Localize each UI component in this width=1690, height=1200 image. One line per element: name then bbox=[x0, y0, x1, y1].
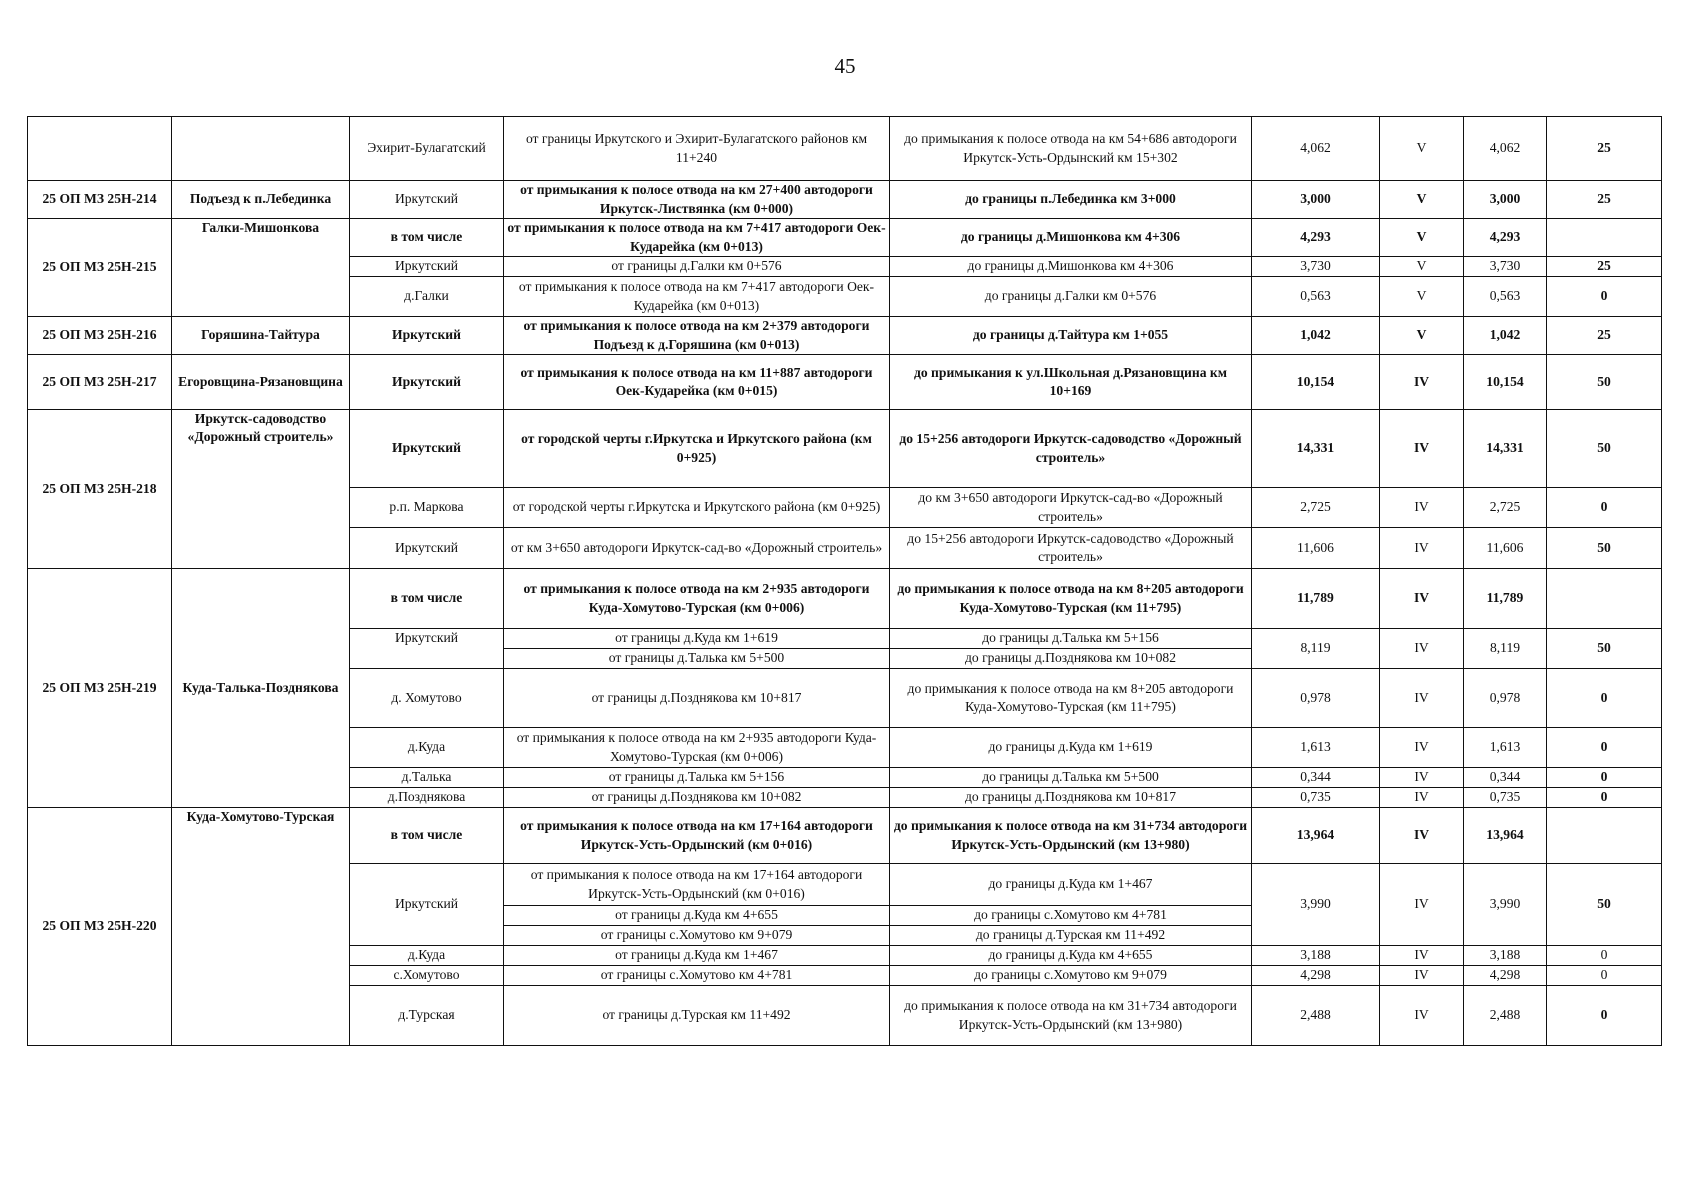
table-row bbox=[28, 355, 1662, 410]
cell-length: 8,119 bbox=[1252, 629, 1380, 669]
cell-road-number: 25 ОП МЗ 25Н-217 bbox=[28, 355, 172, 410]
cell-length: 0,735 bbox=[1252, 788, 1380, 808]
cell-end-point: до примыкания к полосе отвода на км 54+686 автодороги Иркутск-Усть-Ордынский км 15+302 bbox=[890, 117, 1252, 181]
cell-start-point: от примыкания к полосе отвода на км 7+417 автодороги Оек-Кударейка (км 0+013) bbox=[504, 219, 890, 257]
cell-start-point: от границы Иркутского и Эхирит-Булагатского районов км 11+240 bbox=[504, 117, 890, 181]
cell-category: IV bbox=[1380, 986, 1464, 1046]
cell-length-total: 0,563 bbox=[1464, 277, 1547, 317]
table-row bbox=[28, 317, 1662, 355]
cell-width: 0 bbox=[1547, 946, 1662, 966]
cell-length: 2,725 bbox=[1252, 488, 1380, 528]
cell-road-number: 25 ОП МЗ 25Н-216 bbox=[28, 317, 172, 355]
cell-start-point: от границы с.Хомутово км 9+079 bbox=[504, 926, 890, 946]
cell-start-point: от границы д.Куда км 1+467 bbox=[504, 946, 890, 966]
cell-category: V bbox=[1380, 219, 1464, 257]
cell-end-point: до границы с.Хомутово км 9+079 bbox=[890, 966, 1252, 986]
cell-road-number: 25 ОП МЗ 25Н-219 bbox=[28, 569, 172, 808]
cell-district: с.Хомутово bbox=[350, 966, 504, 986]
cell-length-total: 3,188 bbox=[1464, 946, 1547, 966]
cell-start-point: от примыкания к полосе отвода на км 2+935 автодороги Куда-Хомутово-Турская (км 0+006) bbox=[504, 728, 890, 768]
cell-length-total: 0,735 bbox=[1464, 788, 1547, 808]
cell-length-total: 14,331 bbox=[1464, 410, 1547, 488]
cell-end-point: до границы д.Тайтура км 1+055 bbox=[890, 317, 1252, 355]
cell-length-total: 3,730 bbox=[1464, 257, 1547, 277]
cell-end-point: до границы д.Мишонкова км 4+306 bbox=[890, 257, 1252, 277]
cell-end-point: до границы д.Мишонкова км 4+306 bbox=[890, 219, 1252, 257]
cell-district: Эхирит-Булагатский bbox=[350, 117, 504, 181]
cell-start-point: от примыкания к полосе отвода на км 2+379 автодороги Подъезд к д.Горяшина (км 0+013) bbox=[504, 317, 890, 355]
table-row bbox=[28, 117, 1662, 181]
cell-length-total: 4,062 bbox=[1464, 117, 1547, 181]
cell-length: 1,042 bbox=[1252, 317, 1380, 355]
table-row bbox=[28, 808, 1662, 864]
cell-width: 50 bbox=[1547, 864, 1662, 946]
cell-start-point: от примыкания к полосе отвода на км 11+887 автодороги Оек-Кударейка (км 0+015) bbox=[504, 355, 890, 410]
cell-start-point: от границы д.Куда км 1+619 bbox=[504, 629, 890, 649]
cell-district: в том числе bbox=[350, 219, 504, 257]
cell-district: Иркутский bbox=[350, 257, 504, 277]
cell-length-total: 2,725 bbox=[1464, 488, 1547, 528]
cell-category: V bbox=[1380, 181, 1464, 219]
cell-end-point: до границы с.Хомутово км 4+781 bbox=[890, 906, 1252, 926]
cell-length: 1,613 bbox=[1252, 728, 1380, 768]
page-number: 45 bbox=[834, 54, 856, 78]
cell-end-point: до границы д.Талька км 5+156 bbox=[890, 629, 1252, 649]
cell-road-number bbox=[28, 117, 172, 181]
cell-road-name: Иркутск-садоводство «Дорожный строитель» bbox=[172, 410, 350, 569]
cell-category: IV bbox=[1380, 966, 1464, 986]
cell-width: 25 bbox=[1547, 257, 1662, 277]
cell-end-point: до границы д.Позднякова км 10+082 bbox=[890, 649, 1252, 669]
cell-start-point: от границы с.Хомутово км 4+781 bbox=[504, 966, 890, 986]
cell-length: 11,606 bbox=[1252, 528, 1380, 569]
cell-category: V bbox=[1380, 117, 1464, 181]
cell-width: 50 bbox=[1547, 528, 1662, 569]
cell-start-point: от примыкания к полосе отвода на км 2+935 автодороги Куда-Хомутово-Турская (км 0+006) bbox=[504, 569, 890, 629]
cell-district: Иркутский bbox=[350, 410, 504, 488]
cell-length: 2,488 bbox=[1252, 986, 1380, 1046]
cell-width: 0 bbox=[1547, 788, 1662, 808]
cell-end-point: до примыкания к полосе отвода на км 31+734 автодороги Иркутск-Усть-Ордынский (км 13+980) bbox=[890, 808, 1252, 864]
cell-width: 0 bbox=[1547, 966, 1662, 986]
cell-district: Иркутский bbox=[350, 629, 504, 669]
cell-district: д.Позднякова bbox=[350, 788, 504, 808]
cell-length-total: 3,000 bbox=[1464, 181, 1547, 219]
cell-district: д.Куда bbox=[350, 728, 504, 768]
cell-start-point: от границы д.Позднякова км 10+817 bbox=[504, 669, 890, 728]
cell-category: V bbox=[1380, 257, 1464, 277]
cell-length-total: 1,042 bbox=[1464, 317, 1547, 355]
cell-width bbox=[1547, 219, 1662, 257]
cell-category: IV bbox=[1380, 528, 1464, 569]
cell-length: 0,978 bbox=[1252, 669, 1380, 728]
cell-road-name: Галки-Мишонкова bbox=[172, 219, 350, 317]
cell-length-total: 2,488 bbox=[1464, 986, 1547, 1046]
cell-length-total: 0,344 bbox=[1464, 768, 1547, 788]
cell-end-point: до примыкания к полосе отвода на км 31+734 автодороги Иркутск-Усть-Ордынский (км 13+980) bbox=[890, 986, 1252, 1046]
table-row bbox=[28, 219, 1662, 257]
cell-road-name: Подъезд к п.Лебединка bbox=[172, 181, 350, 219]
cell-district: д.Куда bbox=[350, 946, 504, 966]
cell-district: Иркутский bbox=[350, 528, 504, 569]
cell-start-point: от границы д.Турская км 11+492 bbox=[504, 986, 890, 1046]
cell-end-point: до примыкания к ул.Школьная д.Рязановщина км 10+169 bbox=[890, 355, 1252, 410]
cell-district: д. Хомутово bbox=[350, 669, 504, 728]
cell-start-point: от границы д.Талька км 5+500 bbox=[504, 649, 890, 669]
cell-length-total: 10,154 bbox=[1464, 355, 1547, 410]
cell-start-point: от границы д.Талька км 5+156 bbox=[504, 768, 890, 788]
cell-road-name bbox=[172, 117, 350, 181]
cell-category: IV bbox=[1380, 488, 1464, 528]
cell-category: V bbox=[1380, 277, 1464, 317]
cell-width: 50 bbox=[1547, 355, 1662, 410]
cell-length-total: 0,978 bbox=[1464, 669, 1547, 728]
cell-start-point: от границы д.Позднякова км 10+082 bbox=[504, 788, 890, 808]
cell-length: 3,000 bbox=[1252, 181, 1380, 219]
cell-width: 0 bbox=[1547, 728, 1662, 768]
cell-district: р.п. Маркова bbox=[350, 488, 504, 528]
cell-category: IV bbox=[1380, 808, 1464, 864]
cell-length-total: 11,789 bbox=[1464, 569, 1547, 629]
cell-width: 25 bbox=[1547, 117, 1662, 181]
cell-category: IV bbox=[1380, 768, 1464, 788]
cell-width: 25 bbox=[1547, 181, 1662, 219]
cell-width: 50 bbox=[1547, 629, 1662, 669]
cell-width: 50 bbox=[1547, 410, 1662, 488]
cell-length-total: 4,293 bbox=[1464, 219, 1547, 257]
cell-end-point: до границы д.Куда км 1+619 bbox=[890, 728, 1252, 768]
cell-end-point: до примыкания к полосе отвода на км 8+205 автодороги Куда-Хомутово-Турская (км 11+795) bbox=[890, 569, 1252, 629]
cell-road-name: Куда-Хомутово-Турская bbox=[172, 808, 350, 1046]
cell-road-number: 25 ОП МЗ 25Н-218 bbox=[28, 410, 172, 569]
cell-category: IV bbox=[1380, 669, 1464, 728]
cell-start-point: от км 3+650 автодороги Иркутск-сад-во «Дорожный строитель» bbox=[504, 528, 890, 569]
cell-length: 11,789 bbox=[1252, 569, 1380, 629]
cell-end-point: до границы д.Талька км 5+500 bbox=[890, 768, 1252, 788]
cell-district: в том числе bbox=[350, 808, 504, 864]
cell-end-point: до границы д.Турская км 11+492 bbox=[890, 926, 1252, 946]
cell-start-point: от границы д.Куда км 4+655 bbox=[504, 906, 890, 926]
cell-length: 4,293 bbox=[1252, 219, 1380, 257]
cell-road-name: Горяшина-Тайтура bbox=[172, 317, 350, 355]
table-row bbox=[28, 410, 1662, 488]
cell-category: IV bbox=[1380, 788, 1464, 808]
cell-end-point: до границы п.Лебединка км 3+000 bbox=[890, 181, 1252, 219]
cell-end-point: до примыкания к полосе отвода на км 8+205 автодороги Куда-Хомутово-Турская (км 11+795) bbox=[890, 669, 1252, 728]
cell-width: 25 bbox=[1547, 317, 1662, 355]
cell-category: IV bbox=[1380, 864, 1464, 946]
cell-width: 0 bbox=[1547, 768, 1662, 788]
cell-district: Иркутский bbox=[350, 181, 504, 219]
cell-length: 3,188 bbox=[1252, 946, 1380, 966]
cell-start-point: от примыкания к полосе отвода на км 17+164 автодороги Иркутск-Усть-Ордынский (км 0+016) bbox=[504, 808, 890, 864]
cell-road-name: Куда-Талька-Позднякова bbox=[172, 569, 350, 808]
cell-road-number: 25 ОП МЗ 25Н-214 bbox=[28, 181, 172, 219]
cell-category: IV bbox=[1380, 410, 1464, 488]
cell-length: 10,154 bbox=[1252, 355, 1380, 410]
cell-width bbox=[1547, 569, 1662, 629]
cell-district: Иркутский bbox=[350, 864, 504, 946]
cell-category: IV bbox=[1380, 355, 1464, 410]
cell-category: V bbox=[1380, 317, 1464, 355]
cell-width: 0 bbox=[1547, 986, 1662, 1046]
cell-length: 3,990 bbox=[1252, 864, 1380, 946]
cell-start-point: от городской черты г.Иркутска и Иркутского района (км 0+925) bbox=[504, 488, 890, 528]
roads-table bbox=[27, 116, 1662, 1046]
cell-start-point: от примыкания к полосе отвода на км 17+164 автодороги Иркутск-Усть-Ордынский (км 0+016) bbox=[504, 864, 890, 906]
cell-length: 4,062 bbox=[1252, 117, 1380, 181]
cell-width: 0 bbox=[1547, 277, 1662, 317]
cell-length-total: 1,613 bbox=[1464, 728, 1547, 768]
cell-end-point: до границы д.Позднякова км 10+817 bbox=[890, 788, 1252, 808]
cell-start-point: от примыкания к полосе отвода на км 27+400 автодороги Иркутск-Листвянка (км 0+000) bbox=[504, 181, 890, 219]
cell-district: д.Турская bbox=[350, 986, 504, 1046]
cell-length: 4,298 bbox=[1252, 966, 1380, 986]
cell-width bbox=[1547, 808, 1662, 864]
roads-table-body bbox=[28, 117, 1662, 1046]
cell-district: д.Талька bbox=[350, 768, 504, 788]
cell-district: Иркутский bbox=[350, 355, 504, 410]
cell-end-point: до 15+256 автодороги Иркутск-садоводство «Дорожный строитель» bbox=[890, 528, 1252, 569]
cell-width: 0 bbox=[1547, 488, 1662, 528]
cell-length: 3,730 bbox=[1252, 257, 1380, 277]
cell-end-point: до км 3+650 автодороги Иркутск-сад-во «Дорожный строитель» bbox=[890, 488, 1252, 528]
cell-end-point: до границы д.Галки км 0+576 bbox=[890, 277, 1252, 317]
cell-start-point: от примыкания к полосе отвода на км 7+417 автодороги Оек-Кударейка (км 0+013) bbox=[504, 277, 890, 317]
cell-length: 0,563 bbox=[1252, 277, 1380, 317]
cell-road-number: 25 ОП МЗ 25Н-215 bbox=[28, 219, 172, 317]
cell-end-point: до 15+256 автодороги Иркутск-садоводство «Дорожный строитель» bbox=[890, 410, 1252, 488]
cell-category: IV bbox=[1380, 629, 1464, 669]
cell-length-total: 3,990 bbox=[1464, 864, 1547, 946]
cell-category: IV bbox=[1380, 946, 1464, 966]
cell-end-point: до границы д.Куда км 4+655 bbox=[890, 946, 1252, 966]
cell-category: IV bbox=[1380, 728, 1464, 768]
cell-length-total: 13,964 bbox=[1464, 808, 1547, 864]
cell-district: Иркутский bbox=[350, 317, 504, 355]
cell-start-point: от границы д.Галки км 0+576 bbox=[504, 257, 890, 277]
cell-district: в том числе bbox=[350, 569, 504, 629]
cell-length: 0,344 bbox=[1252, 768, 1380, 788]
cell-start-point: от городской черты г.Иркутска и Иркутского района (км 0+925) bbox=[504, 410, 890, 488]
cell-length-total: 11,606 bbox=[1464, 528, 1547, 569]
cell-road-name: Егоровщина-Рязановщина bbox=[172, 355, 350, 410]
table-row bbox=[28, 569, 1662, 629]
cell-category: IV bbox=[1380, 569, 1464, 629]
cell-width: 0 bbox=[1547, 669, 1662, 728]
cell-length: 14,331 bbox=[1252, 410, 1380, 488]
cell-end-point: до границы д.Куда км 1+467 bbox=[890, 864, 1252, 906]
cell-road-number: 25 ОП МЗ 25Н-220 bbox=[28, 808, 172, 1046]
cell-length: 13,964 bbox=[1252, 808, 1380, 864]
cell-length-total: 4,298 bbox=[1464, 966, 1547, 986]
cell-district: д.Галки bbox=[350, 277, 504, 317]
cell-length-total: 8,119 bbox=[1464, 629, 1547, 669]
table-row bbox=[28, 181, 1662, 219]
